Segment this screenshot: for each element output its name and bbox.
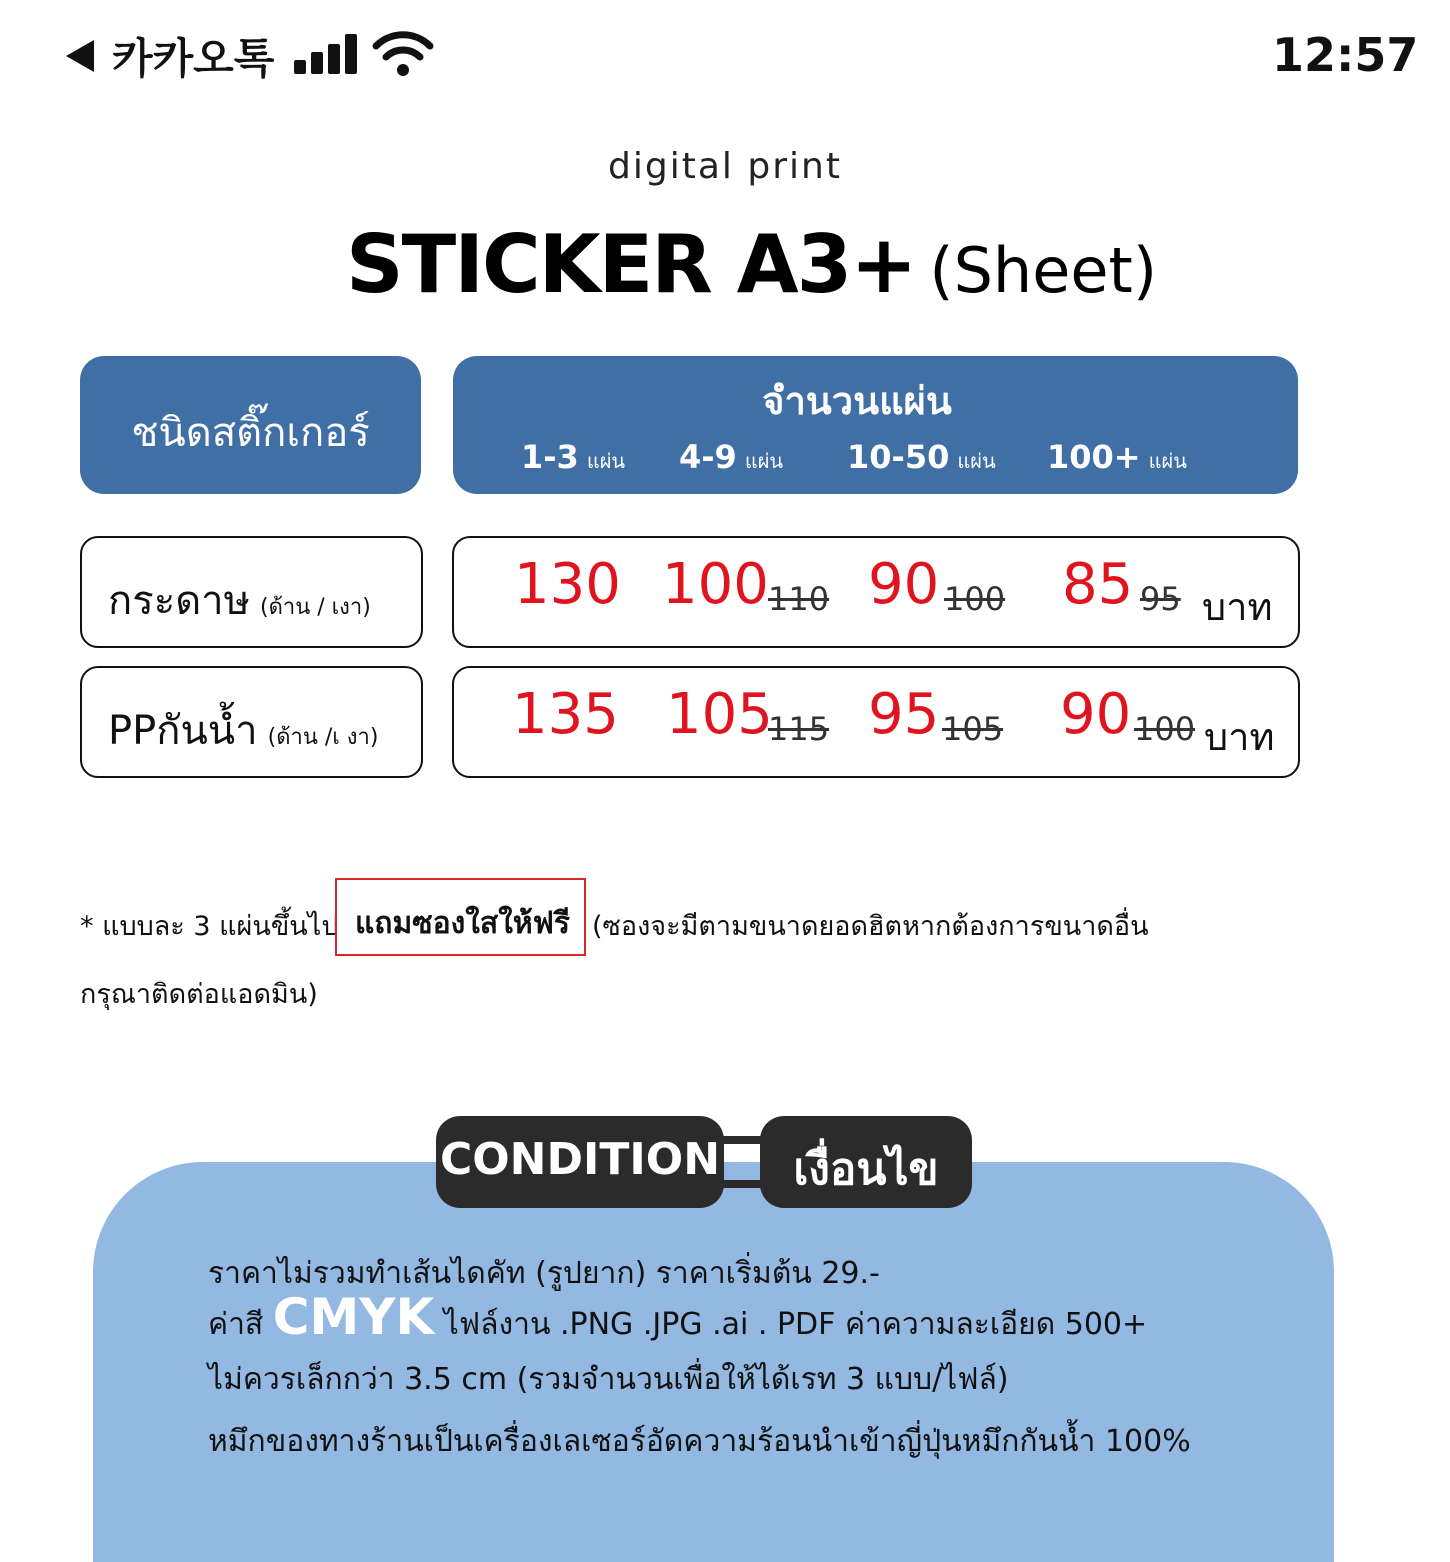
tier-4: 100+ แผ่น: [1047, 438, 1187, 476]
page-title: [346, 218, 1157, 311]
quantity-header: [453, 356, 1298, 494]
price: 135: [512, 682, 619, 747]
title-main: STICKER A3+: [346, 218, 916, 311]
condition-label-th: เงื่อนไข: [760, 1116, 972, 1208]
old-price: 95: [1140, 580, 1181, 618]
condition-label-en: CONDITION: [436, 1116, 724, 1208]
note-suffix: (ซองจะมีตามขนาดยอดฮิตหากต้องการขนาดอื่น: [592, 911, 1149, 942]
type-header-label: ชนิดสติ๊กเกอร์: [131, 410, 370, 456]
row-pp-prices: [452, 666, 1300, 778]
old-price: 115: [768, 710, 830, 748]
price: 90: [868, 552, 940, 617]
quantity-header-label: จำนวนแผ่น: [762, 379, 952, 423]
wifi-icon: [372, 30, 434, 76]
currency-label: บาท: [1204, 715, 1275, 759]
status-bar: [0, 0, 1419, 110]
back-arrow-icon[interactable]: [66, 40, 94, 72]
old-price: 110: [768, 580, 830, 618]
row-pp-label: PPกันน้ำ (ด้าน /เ งา): [80, 666, 423, 778]
condition-line-1: ราคาไม่รวมทำเส้นไดคัท (รูปยาก) ราคาเริ่มต้น 29.-: [208, 1256, 880, 1291]
signal-icon: [294, 34, 358, 74]
currency-label: บาท: [1202, 585, 1273, 629]
price: 95: [868, 682, 940, 747]
old-price: 105: [942, 710, 1004, 748]
note-line2: กรุณาติดต่อแอดมิน): [80, 979, 318, 1010]
chain-link-icon: [722, 1136, 762, 1188]
old-price: 100: [1134, 710, 1196, 748]
clock: 12:57: [1272, 28, 1419, 82]
price: 105: [666, 682, 773, 747]
price: 130: [514, 552, 621, 617]
tier-3: 10-50 แผ่น: [847, 438, 996, 476]
type-header: [80, 356, 421, 494]
price: 85: [1062, 552, 1134, 617]
price: 90: [1060, 682, 1132, 747]
free-envelope-highlight: [335, 878, 586, 956]
title-suffix: (Sheet): [929, 234, 1158, 307]
row-paper-prices: [452, 536, 1300, 648]
note-prefix: * แบบละ 3 แผ่นขึ้นไป: [80, 911, 339, 942]
tier-2: 4-9 แผ่น: [679, 438, 784, 476]
old-price: 100: [944, 580, 1006, 618]
page-subtitle: digital print: [608, 146, 842, 187]
cmyk-label: CMYK: [272, 1288, 435, 1346]
condition-line-4: หมึกของทางร้านเป็นเครื่องเลเซอร์อัดความร้อนนำเข้าญี่ปุ่นหมึกกันน้ำ 100%: [208, 1424, 1191, 1459]
carrier-label[interactable]: 카카오톡: [112, 34, 275, 83]
free-envelope-text: แถมซองใสให้ฟรี: [354, 906, 571, 941]
row-paper-label: กระดาษ (ด้าน / เงา): [80, 536, 423, 648]
condition-line-color: ค่าสี CMYK ไฟล์งาน .PNG .JPG .ai . PDF ค่าความละเอียด 500+: [208, 1288, 1148, 1346]
price: 100: [662, 552, 769, 617]
tier-1: 1-3 แผ่น: [521, 438, 626, 476]
condition-line-3: ไม่ควรเล็กกว่า 3.5 cm (รวมจำนวนเพื่อให้ได้เรท 3 แบบ/ไฟล์): [208, 1362, 1009, 1397]
